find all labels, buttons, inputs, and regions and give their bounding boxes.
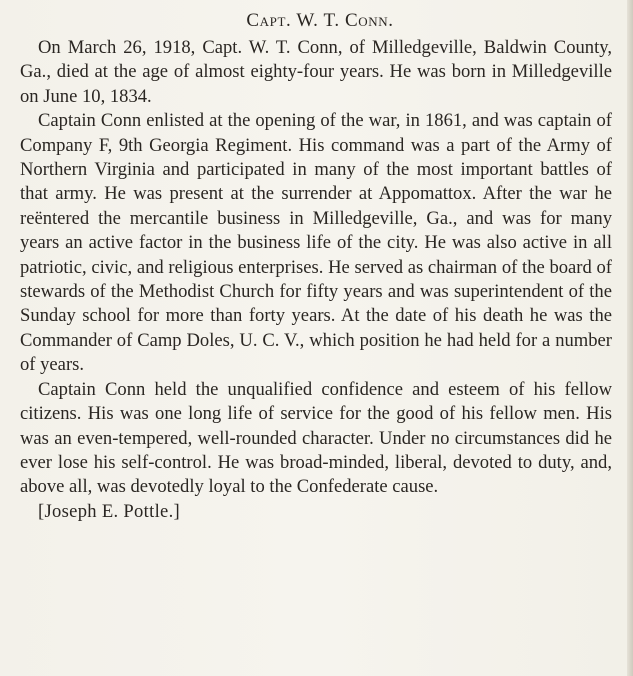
page-edge (627, 0, 633, 676)
article-title: Capt. W. T. Conn. (246, 10, 394, 31)
paragraph-1: On March 26, 1918, Capt. W. T. Conn, of Milledgeville, Baldwin County, Ga., died at the age of almost eighty-four years. He was born in Milledgeville on June 10, 1834. (20, 37, 612, 107)
paragraph-3: Captain Conn held the unqualified confidence and esteem of his fellow citizens. His was one long life of service for the good of his fellow men. His was an even-tempered, well-rounded character. Under no circumstances did he ever lose his self-control. He was broad-minded, liberal, devoted to duty, and, above all, was devotedly loyal to the Confederate cause. (20, 378, 612, 498)
author-signature: [Joseph E. Pottle.] (38, 500, 181, 522)
article (20, 8, 612, 524)
paragraph-2: Captain Conn enlisted at the opening of the war, in 1861, and was captain of Company F, 9th Georgia Regiment. His command was a part of the Army of Northern Virginia and participated in many of the most important battles of that army. He was present at the surrender at Appomattox. After the war he reëntered the mercantile business in Milledgeville, Ga., and was for many years an active factor in the business life of the city. He was also active in all patriotic, civic, and religious enterprises. He served as chairman of the board of stewards of the Methodist Church for fifty years and was superintendent of the Sunday school for more than forty years. At the date of his death he was the Commander of Camp Doles, U. C. V., which position he had held for a number of years. (20, 110, 612, 376)
